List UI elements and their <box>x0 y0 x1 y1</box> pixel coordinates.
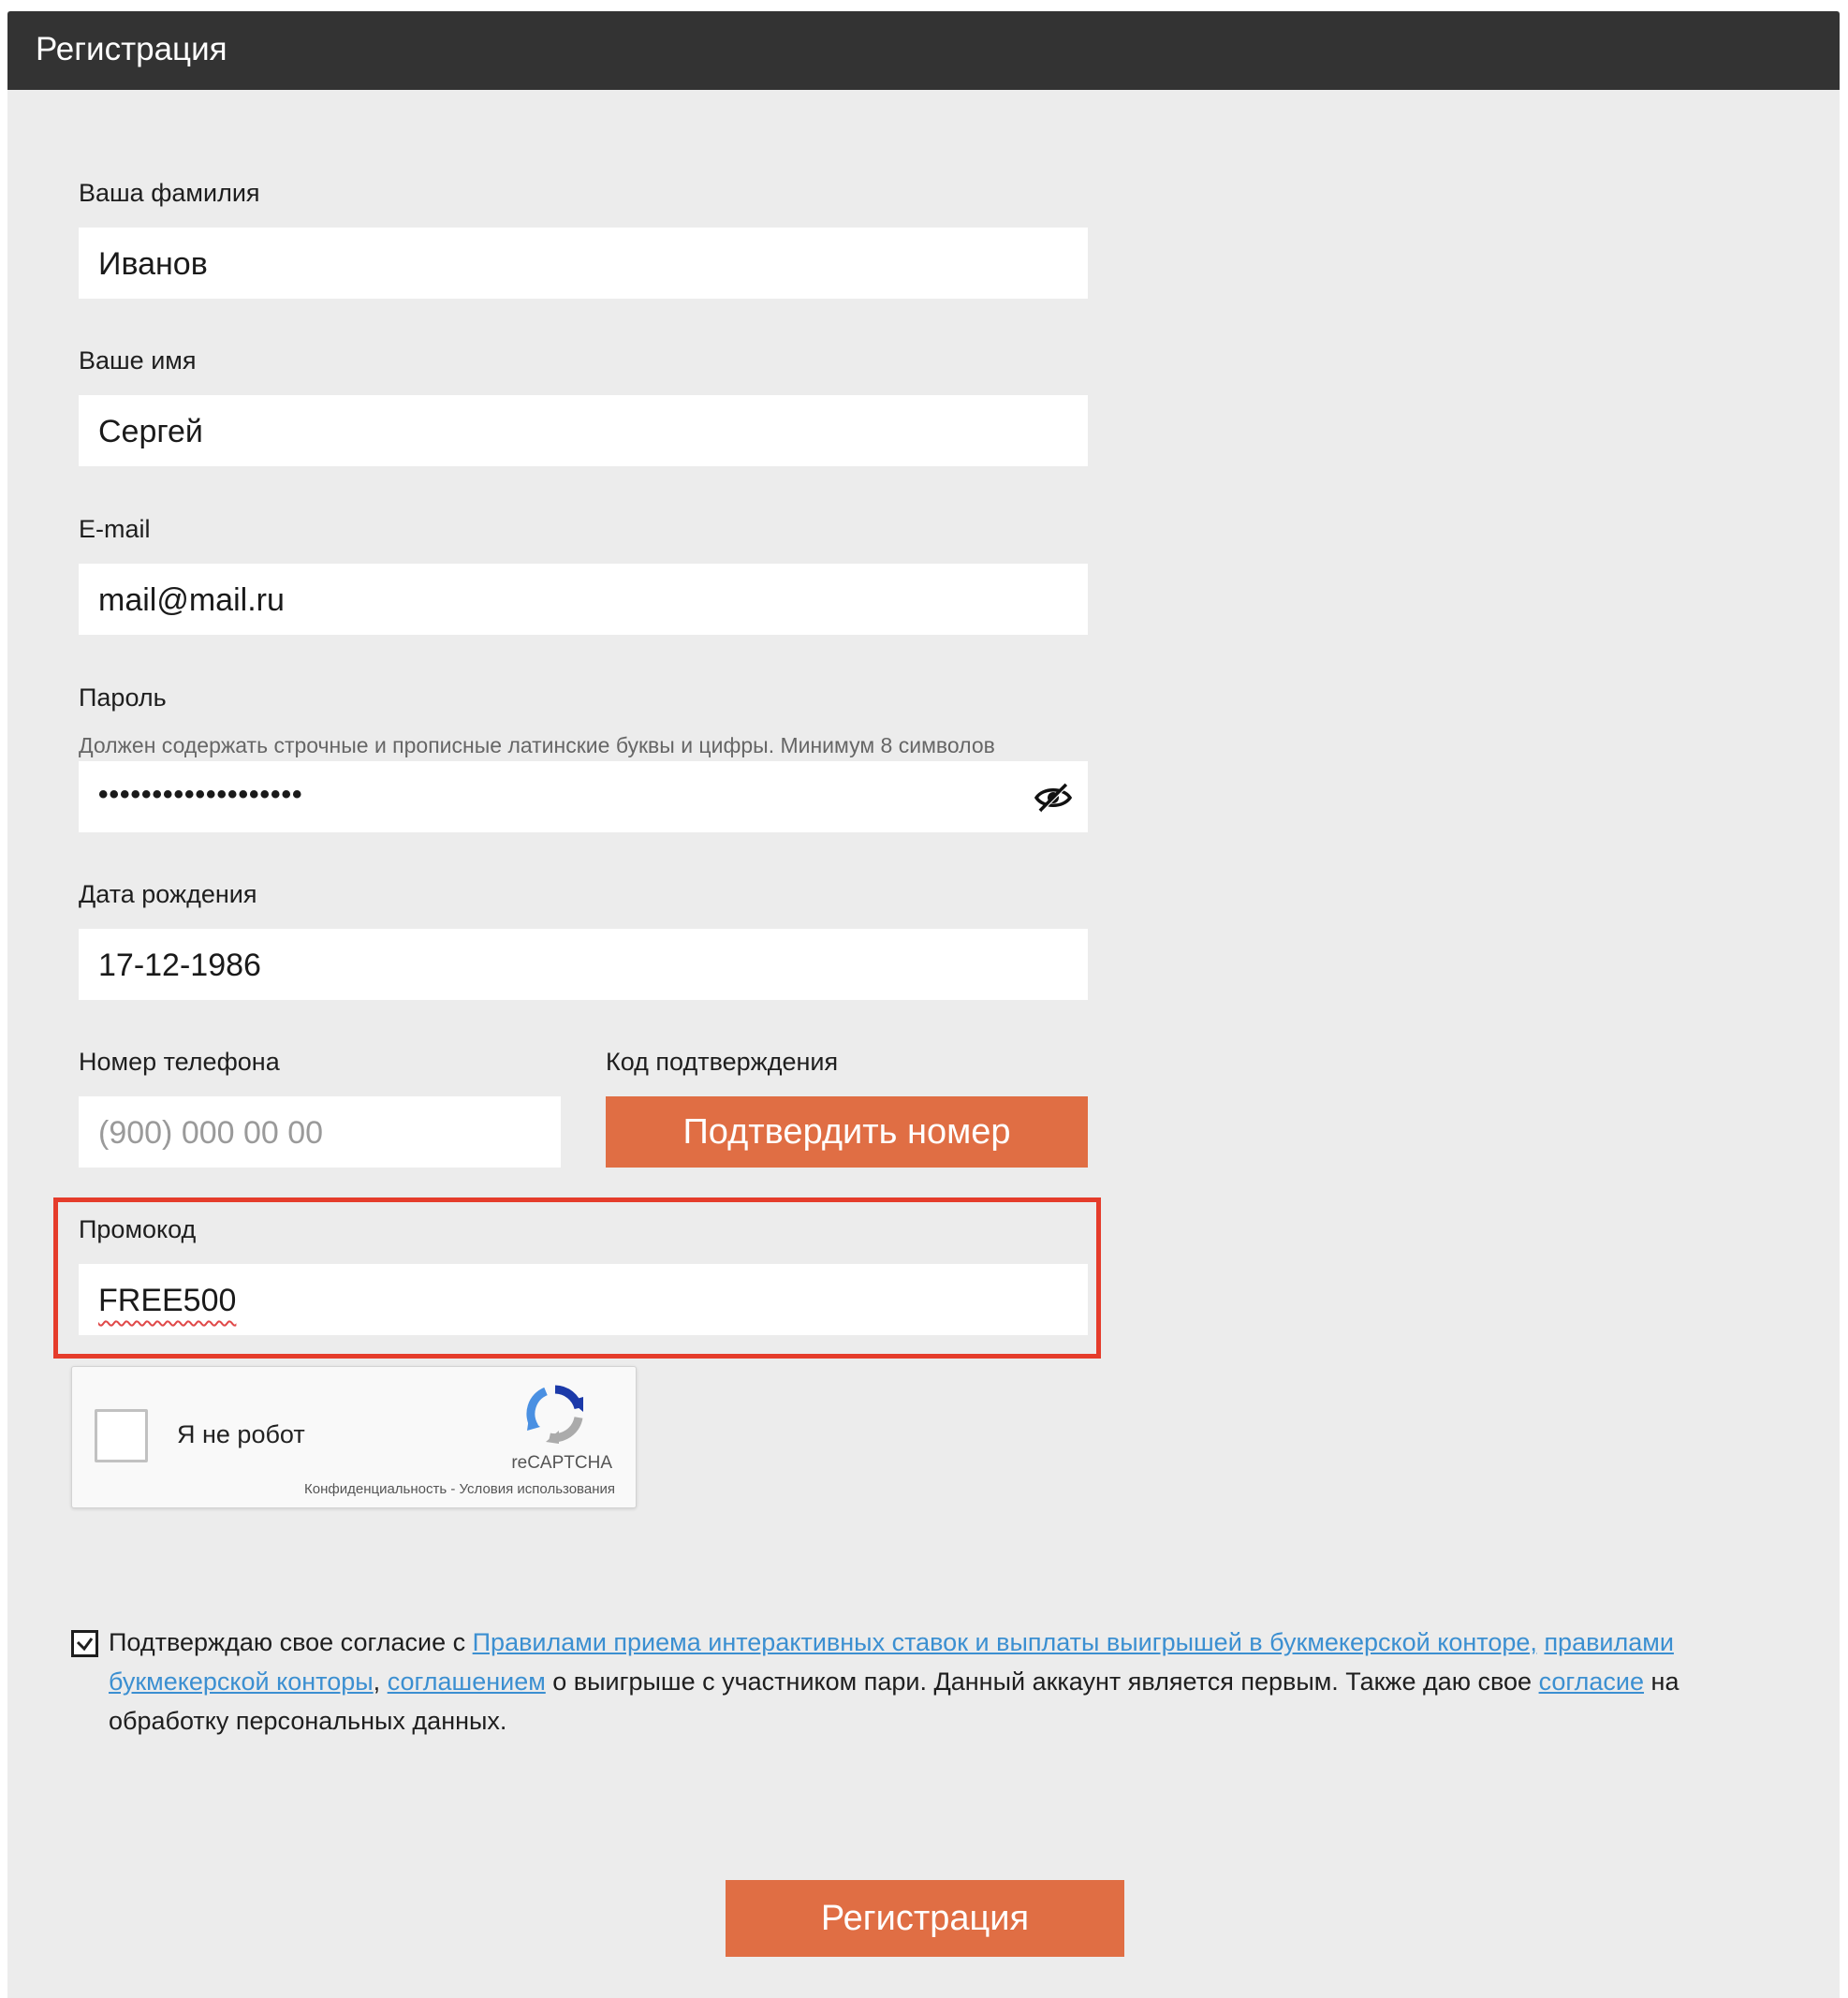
promo-value: FREE500 <box>98 1283 237 1318</box>
password-field[interactable] <box>79 761 1088 832</box>
link-bk-rules[interactable]: правилами букмекерской конторы <box>109 1628 1674 1696</box>
phone-placeholder: (900) 000 00 00 <box>98 1115 324 1151</box>
recaptcha-label: Я не робот <box>177 1420 305 1448</box>
email-field[interactable] <box>79 564 1088 635</box>
lastname-label: Ваша фамилия <box>79 179 260 207</box>
confirm-number-button[interactable]: Подтвердить номер <box>606 1096 1088 1168</box>
link-rules[interactable]: Правилами приема интерактивных ставок и выплаты выигрышей в букмекерской конторе, <box>472 1628 1537 1656</box>
promo-label: Промокод <box>79 1215 197 1243</box>
password-hint: Должен содержать строчные и прописные латинские буквы и цифры. Минимум 8 символов <box>79 733 995 757</box>
consent-checkbox[interactable] <box>71 1630 98 1657</box>
check-icon <box>76 1635 94 1653</box>
consent-text <box>109 1623 1756 1741</box>
password-label: Пароль <box>79 683 167 712</box>
register-button[interactable]: Регистрация <box>726 1880 1124 1957</box>
recaptcha-logo-icon <box>525 1384 585 1444</box>
consent-text-part: , <box>373 1667 388 1696</box>
phone-label: Номер телефона <box>79 1048 280 1076</box>
recaptcha-checkbox[interactable] <box>95 1409 148 1462</box>
recaptcha-links[interactable]: Конфиденциальность - Условия использования <box>304 1481 615 1497</box>
consent-text-part: Подтверждаю свое согласие с <box>109 1628 473 1656</box>
recaptcha-brand: reCAPTCHA <box>511 1453 612 1473</box>
birthdate-field[interactable] <box>79 929 1088 1000</box>
password-value: ••••••••••••••••••• <box>98 779 303 810</box>
birthdate-value: 17-12-1986 <box>98 948 261 983</box>
lastname-field[interactable] <box>79 228 1088 299</box>
link-consent[interactable]: согласие <box>1538 1667 1645 1696</box>
eye-slash-icon[interactable] <box>1034 782 1073 814</box>
consent-text-part: о выигрыше с участником пари. Данный аккаунт является первым. Также даю свое <box>545 1667 1539 1696</box>
promo-field[interactable] <box>79 1264 1088 1335</box>
confirm-code-label: Код подтверждения <box>606 1048 839 1076</box>
birthdate-label: Дата рождения <box>79 880 257 908</box>
header-bar <box>7 11 1840 90</box>
consent-text-part: на обработку персональных данных. <box>109 1667 1679 1735</box>
firstname-value: Сергей <box>98 414 203 449</box>
firstname-field[interactable] <box>79 395 1088 466</box>
lastname-value: Иванов <box>98 246 208 282</box>
firstname-label: Ваше имя <box>79 346 197 375</box>
email-value: mail@mail.ru <box>98 582 285 618</box>
phone-field[interactable] <box>79 1096 561 1168</box>
email-label: E-mail <box>79 515 151 543</box>
recaptcha-widget <box>71 1366 637 1508</box>
page-title: Регистрация <box>36 31 227 67</box>
link-agreement[interactable]: соглашением <box>387 1667 546 1696</box>
